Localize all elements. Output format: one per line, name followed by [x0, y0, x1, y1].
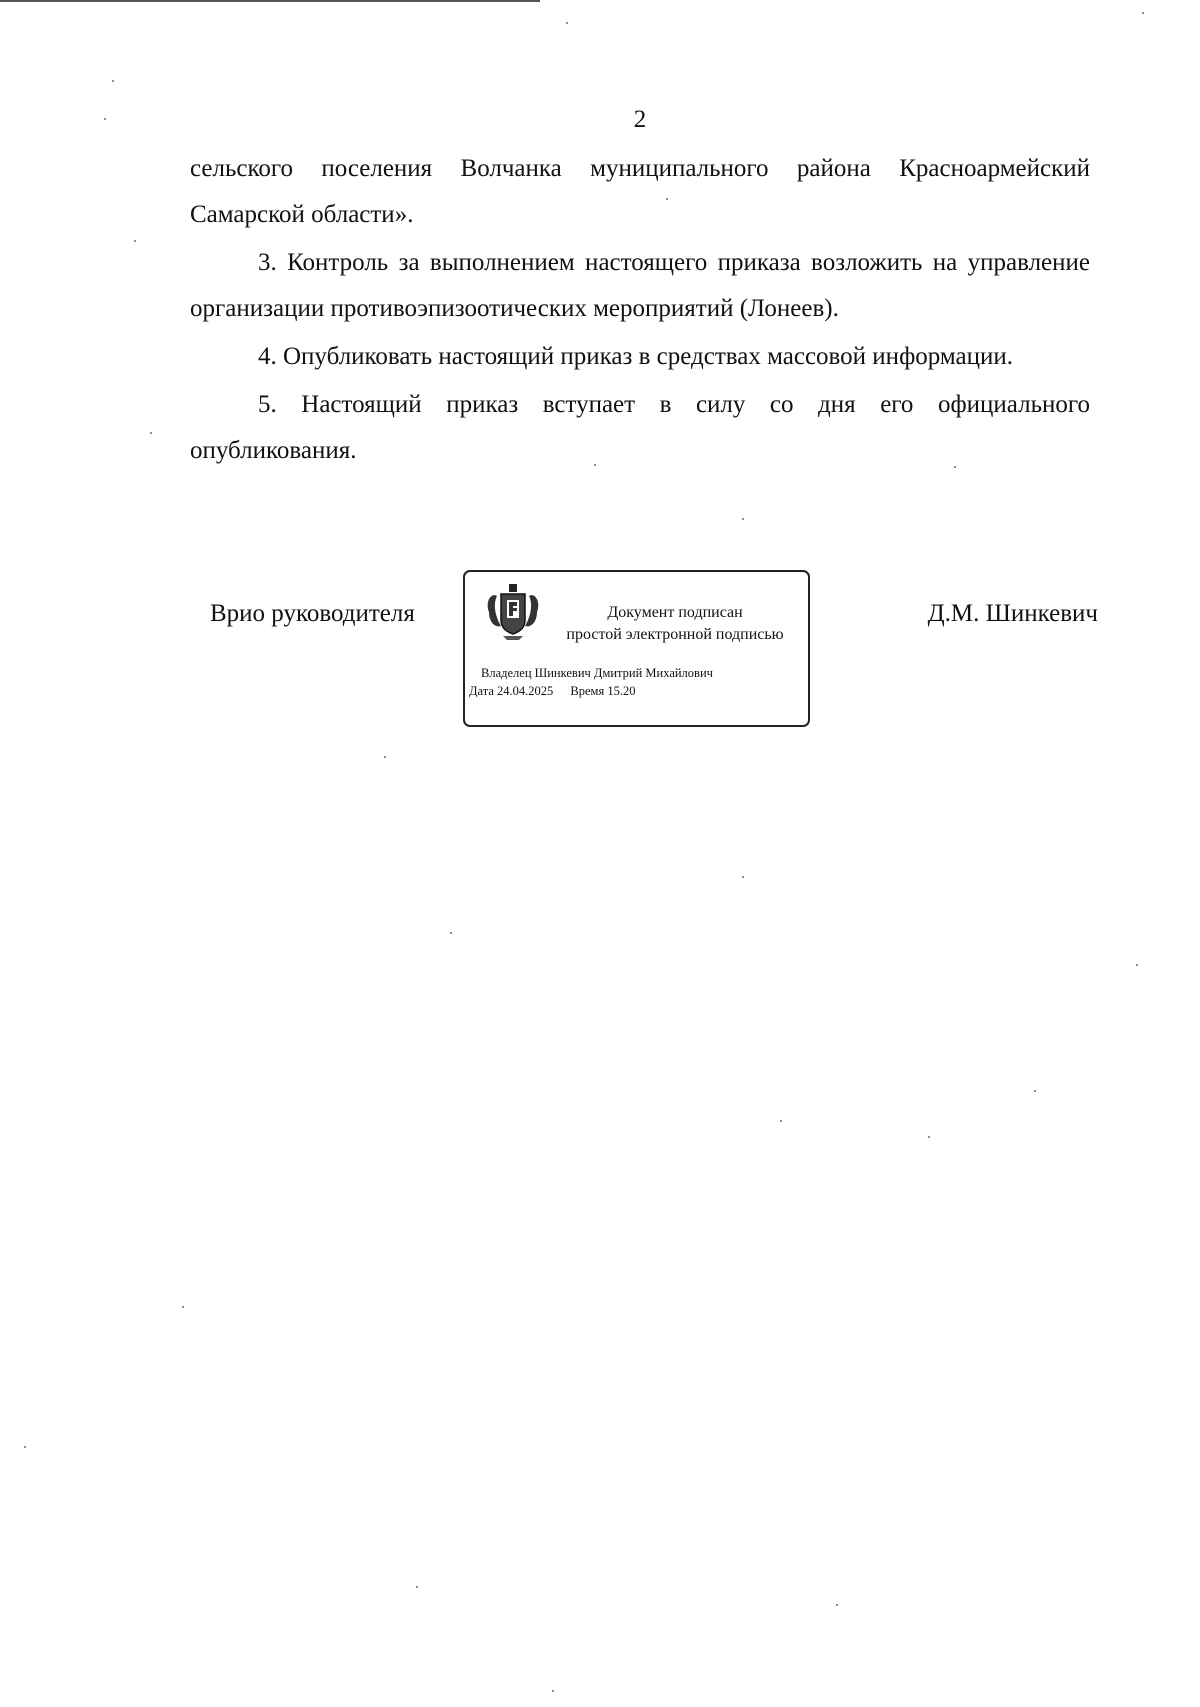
signatory-position: Врио руководителя	[210, 600, 415, 627]
stamp-time: Время 15.20	[570, 684, 636, 698]
scan-speck	[954, 466, 956, 468]
electronic-signature-stamp	[463, 570, 810, 727]
scan-speck	[112, 80, 114, 82]
signatory-name: Д.М. Шинкевич	[927, 600, 1098, 627]
scan-speck	[450, 932, 452, 934]
scan-speck	[780, 1120, 782, 1122]
scan-speck	[104, 118, 106, 120]
paragraph-continuation: сельского поселения Волчанка муниципального района Красноармейский Самарской области».	[190, 155, 1090, 228]
scan-speck	[742, 518, 744, 520]
stamp-date: Дата 24.04.2025	[469, 684, 554, 698]
scan-speck	[594, 464, 596, 466]
scan-speck	[150, 432, 152, 434]
stamp-line-2: простой электронной подписью	[566, 626, 784, 643]
scan-speck	[742, 876, 744, 878]
scan-speck	[134, 240, 136, 242]
paragraph-item-5: 5. Настоящий приказ вступает в силу со дня его официального опубликования.	[190, 391, 1090, 464]
scan-speck	[552, 1690, 554, 1692]
scan-speck	[1136, 964, 1138, 966]
stamp-line-1: Документ подписан	[607, 604, 743, 621]
scan-speck	[566, 22, 568, 24]
scan-speck	[1034, 1090, 1036, 1092]
scan-speck	[666, 198, 668, 200]
scan-speck	[182, 1306, 184, 1308]
page-number: 2	[633, 106, 647, 133]
stamp-owner: Владелец Шинкевич Дмитрий Михайлович	[481, 666, 713, 680]
paragraph-item-4: 4. Опубликовать настоящий приказ в средствах массовой информации.	[258, 343, 1014, 370]
stamp-meta	[469, 664, 713, 700]
stamp-datetime	[469, 682, 713, 700]
scan-speck	[836, 1604, 838, 1606]
scan-speck	[928, 1136, 930, 1138]
paragraph-item-3: 3. Контроль за выполнением настоящего приказа возложить на управление организации противоэпизоотических мероприятий (Лонеев).	[190, 249, 1090, 322]
scan-speck	[416, 1586, 418, 1588]
scan-speck	[24, 1446, 26, 1448]
scan-speck	[1142, 12, 1144, 14]
coat-of-arms-icon	[483, 582, 543, 642]
stamp-title	[545, 602, 805, 646]
scan-edge-line	[0, 0, 540, 2]
scan-speck	[384, 756, 386, 758]
document-body	[190, 146, 1090, 474]
